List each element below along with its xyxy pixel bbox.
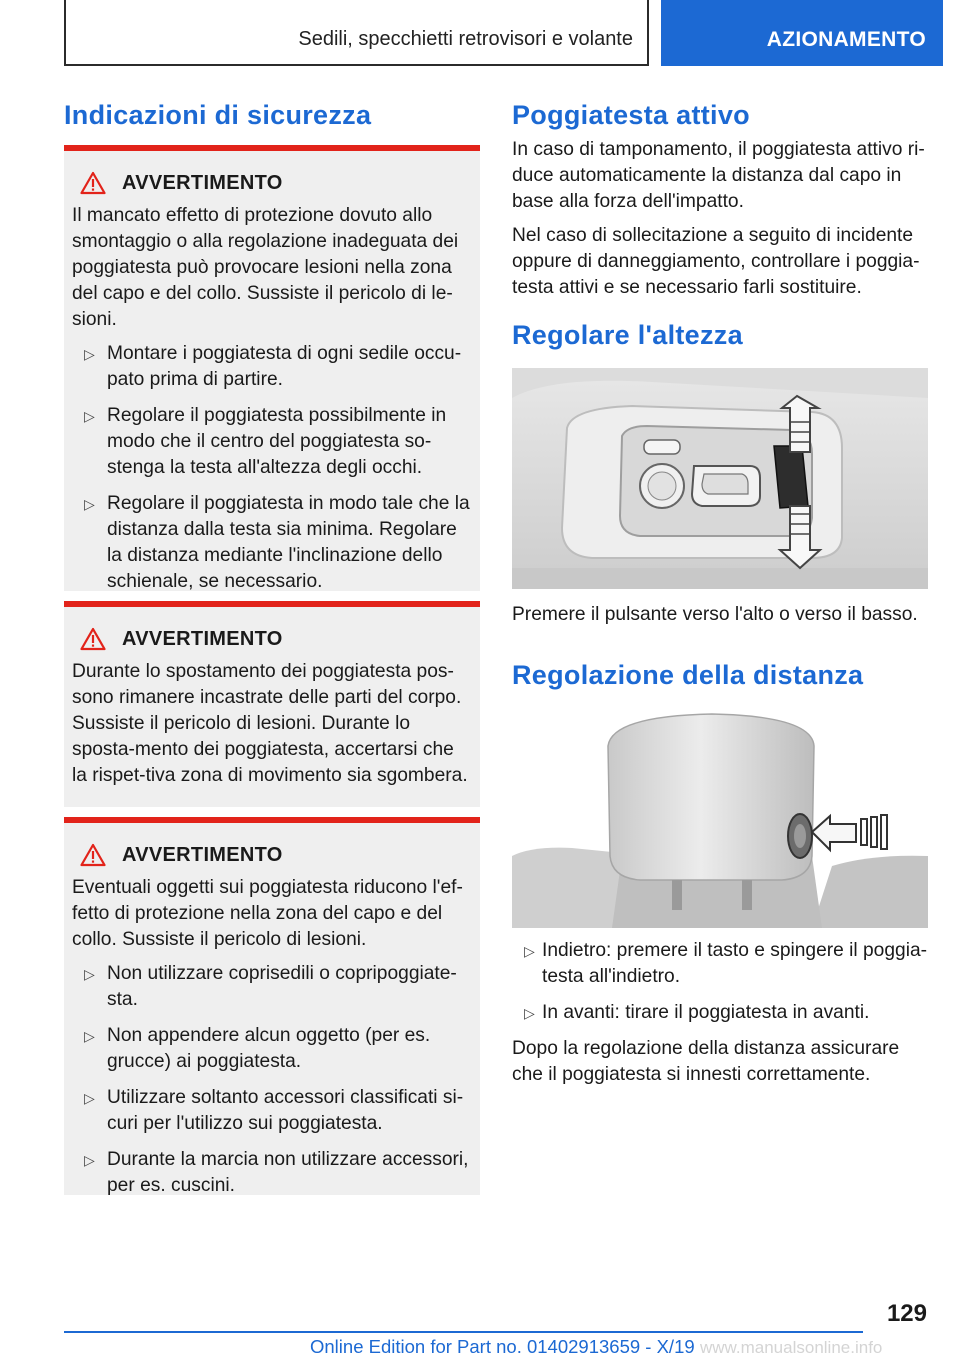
distance-heading: Regolazione della distanza	[512, 660, 864, 690]
list-item: ▷ Regolare il poggiatesta in modo tale che la distanza dalla testa sia minima. Regolare la distanza mediante l'inclinazione dello schienale, se necessario.	[72, 491, 472, 595]
height-button-illustration	[512, 368, 928, 589]
warning-list	[72, 341, 472, 595]
warning-list	[72, 961, 472, 1199]
list-item: ▷ Indietro: premere il tasto e spingere il poggia-testa all'indietro.	[512, 938, 928, 990]
section-tab	[64, 0, 649, 66]
list-item: ▷ Non utilizzare coprisedili o copripoggiate-sta.	[72, 961, 472, 1013]
active-headrest-section	[512, 100, 928, 301]
footer-divider	[64, 1331, 863, 1333]
list-item: ▷ Montare i poggiatesta di ogni sedile occu-pato prima di partire.	[72, 341, 472, 393]
list-item: ▷ Regolare il poggiatesta possibilmente in modo che il centro del poggiatesta so-stenga la testa all'altezza degli occhi.	[72, 403, 472, 481]
distance-button-illustration	[512, 706, 928, 928]
warning-title: AVVERTIMENTO	[80, 625, 472, 653]
height-caption-block	[512, 602, 928, 628]
distance-list	[512, 938, 928, 1026]
warning-box-2	[64, 601, 480, 807]
safety-heading: Indicazioni di sicurezza	[64, 100, 372, 130]
distance-section	[512, 660, 928, 691]
list-item: ▷ Utilizzare soltanto accessori classificati si-curi per l'utilizzo sui poggiatesta.	[72, 1085, 472, 1137]
active-headrest-heading: Poggiatesta attivo	[512, 100, 750, 130]
paragraph: Dopo la regolazione della distanza assicurare che il poggiatesta si innesti correttamente.	[512, 1038, 900, 1085]
footer-edition: Online Edition for Part no. 01402913659 - X/19	[310, 1336, 695, 1357]
page-number: 129	[886, 1300, 927, 1327]
seat-panel-illustration	[512, 368, 928, 589]
warning-box-3	[64, 817, 480, 1195]
chapter-tab	[661, 0, 943, 66]
list-item: ▷ Durante la marcia non utilizzare accessori, per es. cuscini.	[72, 1147, 472, 1199]
height-caption: Premere il pulsante verso l'alto o verso il basso.	[512, 604, 918, 625]
warning-triangle-icon	[80, 627, 106, 651]
paragraph: In caso di tamponamento, il poggiatesta attivo ri-duce automaticamente la distanza dal capo in base alla forza dell'impatto.	[512, 139, 925, 212]
list-item: ▷ In avanti: tirare il poggiatesta in avanti.	[512, 1000, 928, 1026]
chapter-title: AZIONAMENTO	[766, 28, 926, 51]
warning-box-1	[64, 145, 480, 591]
warning-text: Eventuali oggetti sui poggiatesta riducono l'ef-fetto di protezione nella zona del capo e del collo. Sussiste il pericolo di lesioni.	[72, 877, 463, 950]
warning-title: AVVERTIMENTO	[80, 841, 472, 869]
distance-text-block	[512, 938, 928, 1088]
height-section	[512, 320, 928, 351]
watermark: www.manualsonline.info	[700, 1338, 883, 1357]
warning-text: Durante lo spostamento dei poggiatesta pos-sono rimanere incastrate delle parti del corpo. Sussiste il pericolo di lesioni. Durante lo sposta-mento dei poggiatesta, accertarsi che la rispet-tiva zona di movimento sia sgombera.	[72, 661, 468, 786]
warning-triangle-icon	[80, 171, 106, 195]
safety-section	[64, 100, 480, 131]
warning-triangle-icon	[80, 843, 106, 867]
warning-text: Il mancato effetto di protezione dovuto allo smontaggio o alla regolazione inadeguata dei poggiatesta può provocare lesioni nella zona del capo e del collo. Sussiste il pericolo di le-sioni.	[72, 205, 459, 330]
height-heading: Regolare l'altezza	[512, 320, 743, 350]
warning-title: AVVERTIMENTO	[80, 169, 472, 197]
list-item: ▷ Non appendere alcun oggetto (per es. grucce) ai poggiatesta.	[72, 1023, 472, 1075]
page-header	[0, 0, 960, 66]
section-title: Sedili, specchietti retrovisori e volante	[298, 28, 633, 50]
headrest-illustration	[512, 706, 928, 928]
paragraph: Nel caso di sollecitazione a seguito di incidente oppure di danneggiamento, controllare i poggia-testa attivi e se necessario farli sostituire.	[512, 225, 920, 298]
